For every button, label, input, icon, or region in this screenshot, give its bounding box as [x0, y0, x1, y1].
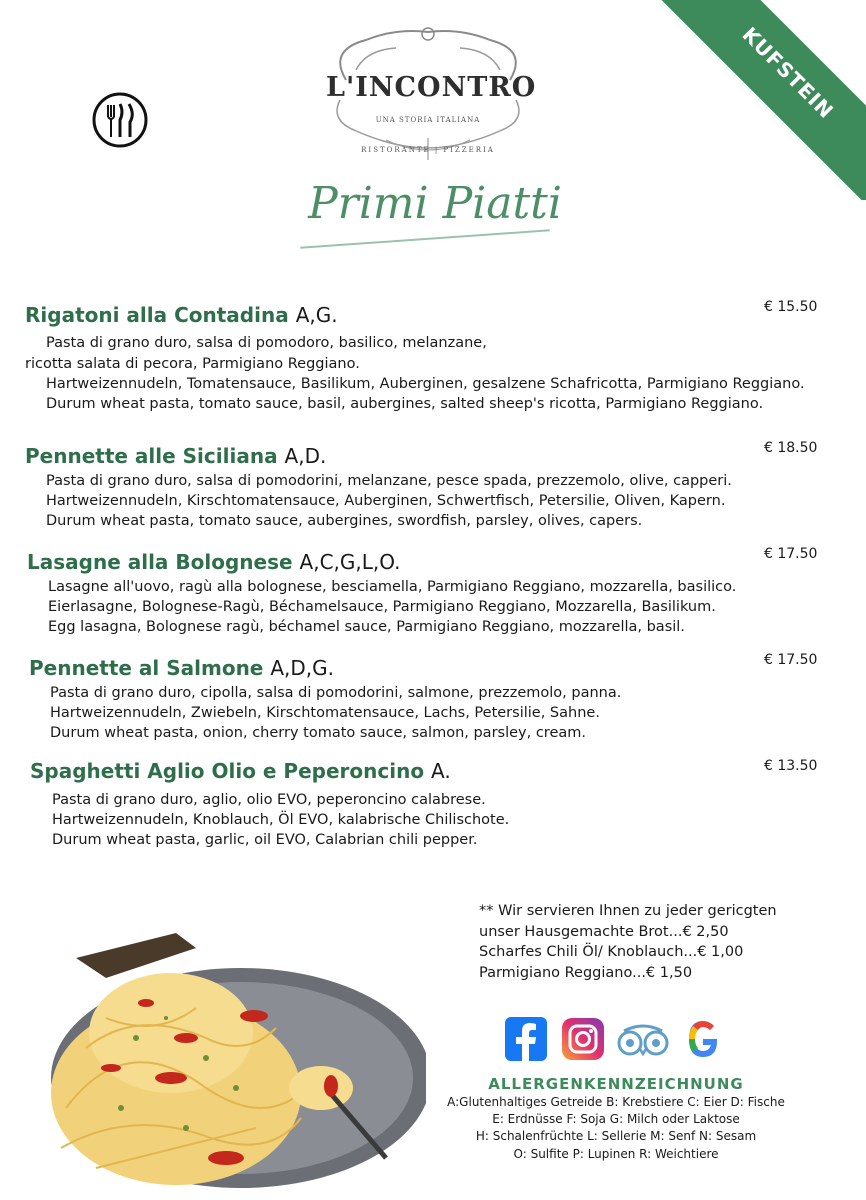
dish-allergens: A,C,G,L,O. [299, 550, 401, 574]
allergen-legend-title: ALLERGENKENNZEICHNUNG [488, 1075, 744, 1093]
dish-allergens: A. [431, 759, 451, 783]
restaurant-logo [326, 20, 537, 165]
cutlery-icon [91, 91, 149, 149]
allergen-legend-line: H: Schalenfrüchte L: Sellerie M: Senf N: Sesam [475, 1129, 757, 1143]
dish-price: € 17.50 [764, 652, 818, 668]
allergen-legend-line: O: Sulfite P: Lupinen R: Weichtiere [513, 1147, 719, 1161]
dish-title: Lasagne alla Bolognese [27, 550, 293, 574]
dish-price: € 18.50 [764, 440, 818, 456]
logo-tagline: UNA STORIA ITALIANA [375, 116, 481, 124]
dish-name [29, 656, 334, 680]
ribbon-label: KUFSTEIN [737, 22, 839, 124]
instagram-icon[interactable] [562, 1017, 604, 1061]
dish-description-line: Hartweizennudeln, Kirschtomatensauce, Auberginen, Schwertfisch, Petersilie, Oliven, Kapern. [46, 493, 726, 509]
dish-description-line: Pasta di grano duro, aglio, olio EVO, peperoncino calabrese. [52, 792, 486, 808]
allergen-legend-line: E: Erdnüsse F: Soja G: Milch oder Laktose [492, 1112, 740, 1126]
spaghetti-photo [26, 928, 426, 1190]
dish-description-line: Hartweizennudeln, Tomatensauce, Basilikum, Auberginen, gesalzene Schafricotta, Parmigiano Reggiano. [46, 376, 805, 392]
dish-description-line: Durum wheat pasta, tomato sauce, basil, aubergines, salted sheep's ricotta, Parmigiano Reggiano. [46, 396, 764, 412]
dish-allergens: A,D,G. [270, 656, 334, 680]
extras-line: unser Hausgemachte Brot...€ 2,50 [479, 923, 729, 940]
dish-description-line: Durum wheat pasta, garlic, oil EVO, Calabrian chili pepper. [52, 832, 478, 848]
dish-price: € 13.50 [764, 758, 818, 774]
dish-name [27, 550, 401, 574]
dish-description-line: ricotta salata di pecora, Parmigiano Reggiano. [25, 356, 360, 372]
dish-description-line: Hartweizennudeln, Zwiebeln, Kirschtomatensauce, Lachs, Petersilie, Sahne. [50, 705, 600, 721]
dish-description-line: Pasta di grano duro, cipolla, salsa di pomodorini, salmone, prezzemolo, panna. [50, 685, 622, 701]
extras-line: Scharfes Chili Öl/ Knoblauch...€ 1,00 [479, 944, 744, 960]
dish-allergens: A,D. [284, 444, 327, 468]
dish-description-line: Durum wheat pasta, tomato sauce, aubergines, swordfish, parsley, olives, capers. [46, 513, 643, 529]
allergen-legend-line: A:Glutenhaltiges Getreide B: Krebstiere C: Eier D: Fische [447, 1095, 785, 1109]
dish-price: € 17.50 [764, 546, 818, 562]
extras-line: ** Wir servieren Ihnen zu jeder gericgten [479, 903, 777, 919]
extras-line: Parmigiano Reggiano...€ 1,50 [479, 964, 693, 981]
dish-name [25, 303, 338, 327]
dish-title: Pennette al Salmone [29, 656, 264, 680]
title-flourish [300, 229, 550, 248]
ribbon-band [655, 0, 866, 200]
dish-description-line: Pasta di grano duro, salsa di pomodorini, melanzane, pesce spada, prezzemolo, olive, capperi. [46, 473, 732, 489]
tripadvisor-icon[interactable] [614, 1017, 672, 1061]
dish-allergens: A,G. [295, 303, 338, 327]
google-icon[interactable] [683, 1017, 723, 1061]
logo-type: RISTORANTE | PIZZERIA [361, 146, 495, 154]
section-title-text: Primi Piatti [308, 178, 562, 229]
dish-name [25, 444, 326, 468]
dish-description-line: Eierlasagne, Bolognese-Ragù, Béchamelsauce, Parmigiano Reggiano, Mozzarella, Basilikum. [48, 599, 716, 615]
dish-description-line: Hartweizennudeln, Knoblauch, Öl EVO, kalabrische Chilischote. [52, 812, 510, 828]
location-ribbon [646, 0, 866, 200]
dish-title: Spaghetti Aglio Olio e Peperoncino [30, 759, 425, 783]
logo-name: L'INCONTRO [326, 72, 537, 103]
dish-description-line: Egg lasagna, Bolognese ragù, béchamel sauce, Parmigiano Reggiano, mozzarella, basil. [48, 619, 685, 635]
dish-title: Rigatoni alla Contadina [25, 303, 289, 327]
facebook-icon[interactable] [505, 1017, 547, 1061]
extras-note [479, 901, 859, 983]
dish-price: € 15.50 [764, 299, 818, 315]
dish-name [30, 759, 451, 783]
dish-description-line: Pasta di grano duro, salsa di pomodoro, basilico, melanzane, [46, 335, 487, 351]
dish-description-line: Durum wheat pasta, onion, cherry tomato sauce, salmon, parsley, cream. [50, 725, 586, 741]
section-title [290, 178, 580, 229]
dish-title: Pennette alle Siciliana [25, 444, 278, 468]
dish-description-line: Lasagne all'uovo, ragù alla bolognese, besciamella, Parmigiano Reggiano, mozzarella, basilico. [48, 579, 737, 595]
